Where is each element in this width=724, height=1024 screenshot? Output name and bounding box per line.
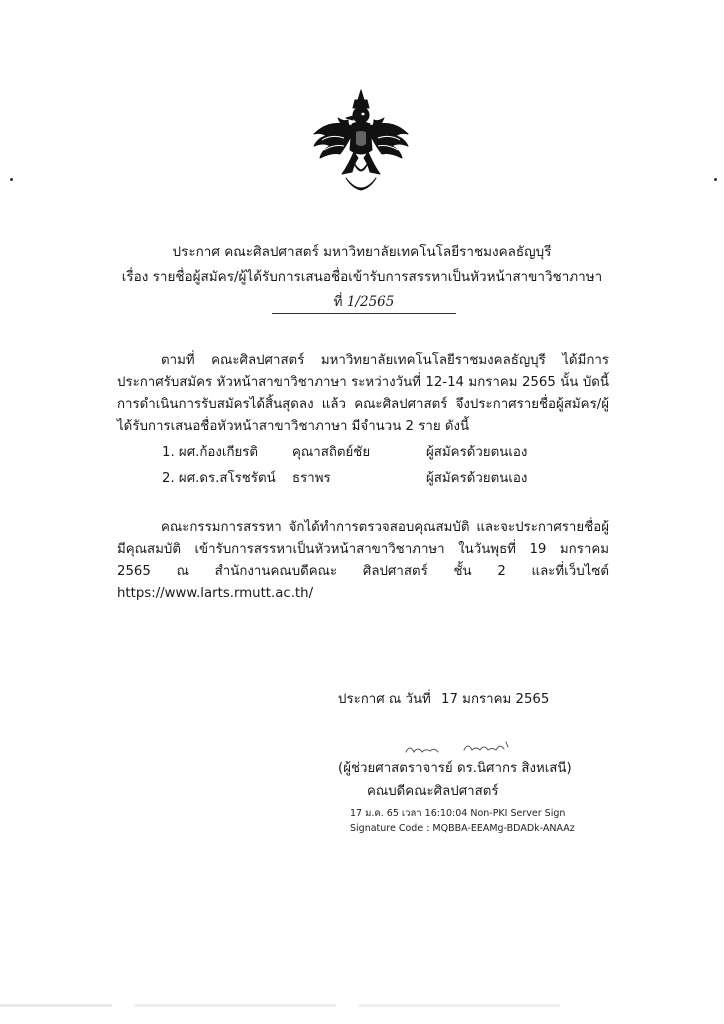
candidate-2-status: ผู้สมัครด้วยตนเอง [426, 471, 528, 486]
body-paragraph-2 [117, 517, 609, 605]
body-paragraph-1 [117, 350, 609, 438]
digital-sign-time: 17 ม.ค. 65 เวลา 16:10:04 Non-PKI Server Sign [350, 808, 566, 819]
scan-artifact [0, 1004, 560, 1007]
paragraph-2-text: คณะกรรมการสรรหา จักได้ทำการตรวจสอบคุณสมบัติ และจะประกาศรายชื่อผู้มีคุณสมบัติ เข้ารับการสรรหาเป็นหัวหน้าสาขาวิชาภาษา ในวันพุธที่ 19 มกราคม 2565 ณ สำนักงานคณบดีคณะ ศิลปศาสตร์ ชั้น 2 และที่เว็บไซต์ https://www.larts.rmutt.ac.th/ [117, 520, 609, 601]
candidate-1-name: 1. ผศ.ก้องเกียรติ [162, 445, 259, 460]
paragraph-1-text: ตามที่ คณะศิลปศาสตร์ มหาวิทยาลัยเทคโนโลยีราชมงคลธัญบุรี ได้มีการประกาศรับสมัคร หัวหน้าสาขาวิชาภาษา ระหว่างวันที่ 12-14 มกราคม 2565 นั้น บัดนี้ การดำเนินการรับสมัครได้สิ้นสุดลง แล้ว คณะศิลปศาสตร์ จึงประกาศรายชื่อผู้สมัคร/ผู้ได้รับการเสนอชื่อหัวหน้าสาขาวิชาภาษา มีจำนวน 2 ราย ดังนี้ [117, 353, 609, 434]
candidate-2-surname: ธราพร [292, 471, 331, 486]
announce-date-prefix: ประกาศ ณ วันที่ [338, 692, 431, 707]
margin-mark [10, 178, 13, 181]
number-value: 1/2565 [346, 294, 395, 310]
announcement-number [272, 293, 456, 314]
candidate-2-name: 2. ผศ.ดร.สโรชรัตน์ [162, 471, 276, 486]
signer-position: คณบดีคณะศิลปศาสตร์ [367, 784, 499, 799]
candidate-1-surname: คุณาสถิตย์ชัย [292, 445, 371, 460]
digital-sign-code: Signature Code : MQBBA-EEAMg-BDADk-ANAAz [350, 823, 575, 834]
announcement-title: ประกาศ คณะศิลปศาสตร์ มหาวิทยาลัยเทคโนโลยีราชมงคลธัญบุรี [172, 244, 552, 260]
announce-date-value: 17 มกราคม 2565 [441, 692, 550, 707]
margin-mark [714, 178, 717, 181]
garuda-emblem-icon [308, 88, 414, 200]
candidate-1-status: ผู้สมัครด้วยตนเอง [426, 445, 528, 460]
number-prefix: ที่ [333, 294, 343, 310]
announce-date [338, 691, 549, 709]
signature-scribble-icon [402, 738, 522, 760]
announcement-subject: เรื่อง รายชื่อผู้สมัคร/ผู้ได้รับการเสนอชื่อเข้ารับการสรรหาเป็นหัวหน้าสาขาวิชาภาษา [121, 269, 603, 285]
signer-name: (ผู้ช่วยศาสตราจารย์ ดร.นิศากร สิงหเสนี) [338, 761, 572, 776]
